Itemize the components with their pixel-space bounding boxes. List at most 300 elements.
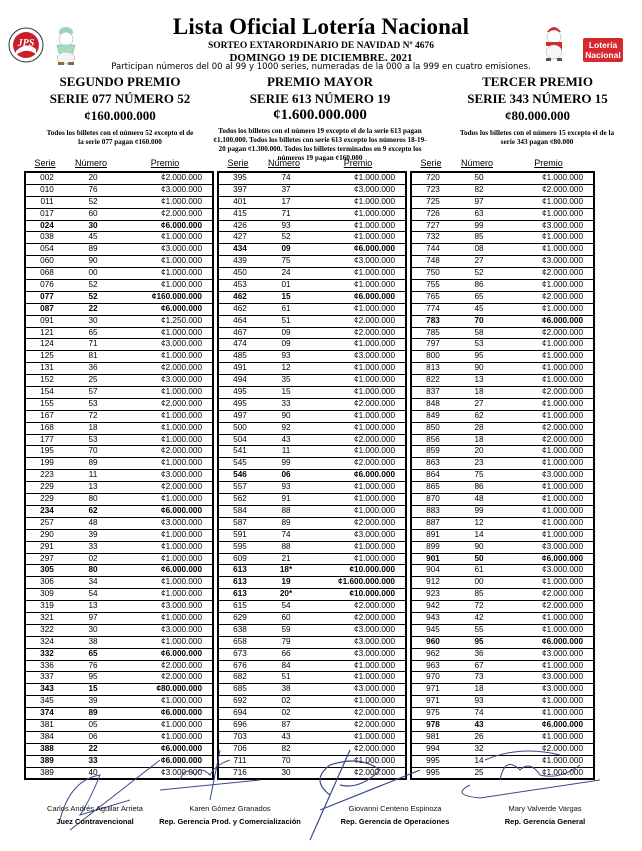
table-row	[412, 542, 593, 554]
header-numero: Número	[74, 158, 107, 168]
numero-cell: 70	[88, 446, 98, 456]
signer-name: Giovanni Centeno Espinoza	[348, 804, 442, 813]
table-row	[219, 565, 405, 577]
table-row	[26, 435, 212, 447]
serie-cell: 995	[426, 755, 440, 765]
numero-cell: 90	[474, 363, 484, 373]
serie-cell: 783	[426, 315, 440, 325]
table-row	[26, 661, 212, 673]
serie-cell: 848	[426, 398, 440, 408]
numero-cell: 52	[88, 196, 98, 206]
serie-cell: 091	[40, 315, 54, 325]
table-header	[217, 158, 407, 171]
numero-cell: 13	[88, 601, 98, 611]
premio-mayor-heading: PREMIO MAYOR	[266, 74, 374, 89]
numero-cell: 71	[281, 208, 291, 218]
numero-cell: 62	[88, 505, 98, 515]
serie-cell: 562	[233, 494, 247, 504]
signature-block-4	[480, 804, 610, 826]
table-row	[219, 351, 405, 363]
numero-cell: 15	[88, 684, 98, 694]
premio-cell: ¢1.000.000	[354, 672, 395, 682]
serie-cell: 068	[40, 268, 54, 278]
premio-cell: ¢2.000.000	[542, 589, 583, 599]
premio-cell: ¢2.000.000	[161, 446, 202, 456]
premio-cell: ¢1.000.000	[542, 208, 583, 218]
premio-cell: ¢1.000.000	[354, 173, 395, 182]
serie-cell: 727	[426, 220, 440, 230]
numero-cell: 93	[281, 482, 291, 492]
table-row	[219, 316, 405, 328]
numero-cell: 95	[88, 672, 98, 682]
premio-cell: ¢1.000.000	[542, 232, 583, 242]
premio-cell: ¢6.000.000	[542, 553, 583, 563]
numero-cell: 25	[88, 375, 98, 385]
table-header	[410, 158, 595, 171]
table-row	[219, 423, 405, 435]
numero-cell: 86	[474, 280, 484, 290]
premio-cell: ¢1.000.000	[542, 624, 583, 634]
signer-name: Karen Gómez Granados	[189, 804, 271, 813]
numero-cell: 90	[474, 541, 484, 551]
header-numero: Número	[460, 158, 493, 168]
table-header	[24, 158, 214, 171]
numero-cell: 81	[88, 351, 98, 361]
table-row	[219, 209, 405, 221]
premio-cell: ¢1.000.000	[542, 494, 583, 504]
serie-cell: 388	[40, 743, 54, 753]
numero-cell: 99	[474, 220, 484, 230]
serie-cell: 002	[40, 173, 54, 182]
numero-cell: 90	[281, 410, 291, 420]
serie-cell: 658	[233, 636, 247, 646]
serie-cell: 962	[426, 648, 440, 658]
premio-cell: ¢1.000.000	[161, 196, 202, 206]
serie-cell: 963	[426, 660, 440, 670]
serie-cell: 545	[233, 458, 247, 468]
numero-cell: 48	[474, 494, 484, 504]
serie-cell: 613	[233, 577, 247, 587]
numero-cell: 89	[88, 244, 98, 254]
numero-cell: 66	[281, 648, 291, 658]
header-serie: Serie	[420, 158, 442, 168]
premio-cell: ¢1.000.000	[542, 363, 583, 373]
signature-block-3	[320, 804, 470, 826]
numero-cell: 86	[474, 482, 484, 492]
premio-cell: ¢1.000.000	[161, 719, 202, 729]
numero-cell: 17	[281, 196, 291, 206]
table-row	[219, 446, 405, 458]
table-row	[26, 720, 212, 732]
numero-cell: 00	[474, 577, 484, 587]
premio-cell: ¢1.000.000	[354, 410, 395, 420]
numero-cell: 76	[88, 184, 98, 194]
premio-cell: ¢2.000.000	[354, 517, 395, 527]
numero-cell: 35	[281, 375, 291, 385]
premio-cell: ¢3.000.000	[354, 684, 395, 694]
table-row	[219, 554, 405, 566]
serie-cell: 975	[426, 708, 440, 718]
numero-cell: 75	[474, 470, 484, 480]
premio-mayor-serie: SERIE 613 NÚMERO 19	[249, 91, 391, 106]
serie-cell: 978	[426, 719, 440, 729]
premio-cell: ¢1.000.000	[161, 731, 202, 741]
table-row	[412, 351, 593, 363]
numero-cell: 15	[281, 387, 291, 397]
premio-cell: ¢2.000.000	[542, 184, 583, 194]
table-row	[26, 173, 212, 185]
numero-cell: 85	[474, 589, 484, 599]
numero-cell: 95	[474, 351, 484, 361]
table-row	[219, 661, 405, 673]
table-row	[26, 696, 212, 708]
premio-cell: ¢1.000.000	[161, 232, 202, 242]
serie-cell: 397	[233, 184, 247, 194]
serie-cell: 891	[426, 529, 440, 539]
table-row	[412, 221, 593, 233]
premio-cell: ¢3.000.000	[161, 601, 202, 611]
table-row	[412, 411, 593, 423]
premio-cell: ¢3.000.000	[161, 624, 202, 634]
serie-cell: 401	[233, 196, 247, 206]
numero-cell: 93	[281, 351, 291, 361]
logo-text-nacional: Nacional	[585, 50, 621, 60]
premio-cell: ¢1.000.000	[161, 612, 202, 622]
premio-cell: ¢3.000.000	[161, 470, 202, 480]
numero-cell: 92	[281, 422, 291, 432]
table-row	[219, 470, 405, 482]
table-row	[412, 613, 593, 625]
premio-cell: ¢1.000.000	[161, 636, 202, 646]
table-row	[412, 661, 593, 673]
serie-cell: 904	[426, 565, 440, 575]
table-row	[26, 589, 212, 601]
table-row	[412, 363, 593, 375]
serie-cell: 595	[233, 541, 247, 551]
table-row	[219, 173, 405, 185]
premio-cell: ¢1.000.000	[542, 482, 583, 492]
numero-cell: 89	[281, 517, 291, 527]
serie-cell: 673	[233, 648, 247, 658]
numero-cell: 38	[281, 684, 291, 694]
numero-cell: 27	[474, 398, 484, 408]
serie-cell: 464	[233, 315, 247, 325]
serie-cell: 723	[426, 184, 440, 194]
table-row	[26, 221, 212, 233]
premio-cell: ¢3.000.000	[161, 184, 202, 194]
serie-cell: 229	[40, 494, 54, 504]
numero-cell: 89	[88, 708, 98, 718]
premio-cell: ¢160.000.000	[151, 291, 202, 301]
table-body	[410, 171, 595, 780]
numero-cell: 32	[474, 743, 484, 753]
serie-cell: 923	[426, 589, 440, 599]
serie-cell: 584	[233, 505, 247, 515]
serie-cell: 711	[233, 755, 247, 765]
signer-name: Carlos Andrés Aguilar Arrieta	[47, 804, 143, 813]
numero-cell: 65	[88, 327, 98, 337]
premio-cell: ¢2.000.000	[542, 387, 583, 397]
table-row	[412, 232, 593, 244]
table-row	[219, 530, 405, 542]
serie-cell: 155	[40, 398, 54, 408]
premio-cell: ¢1.000.000	[161, 589, 202, 599]
premio-cell: ¢3.000.000	[542, 648, 583, 658]
segundo-premio-heading: SEGUNDO PREMIO	[59, 74, 181, 89]
serie-cell: 613	[233, 589, 247, 599]
numero-cell: 01	[281, 280, 291, 290]
serie-cell: 495	[233, 398, 247, 408]
serie-cell: 694	[233, 708, 247, 718]
table-row	[412, 197, 593, 209]
numero-cell: 30	[88, 624, 98, 634]
serie-cell: 859	[426, 446, 440, 456]
table-row	[412, 435, 593, 447]
table-row	[26, 268, 212, 280]
numero-cell: 74	[281, 173, 291, 182]
premio-cell: ¢1.000.000	[354, 553, 395, 563]
table-row	[412, 292, 593, 304]
table-row	[26, 613, 212, 625]
numero-cell: 43	[281, 434, 291, 444]
serie-cell: 450	[233, 268, 247, 278]
table-row	[26, 363, 212, 375]
numero-cell: 67	[474, 660, 484, 670]
premio-cell: ¢2.000.000	[354, 434, 395, 444]
table-row	[219, 221, 405, 233]
segundo-premio-amount: ¢160.000.000	[84, 108, 156, 123]
serie-cell: 971	[426, 696, 440, 706]
serie-cell: 309	[40, 589, 54, 599]
table-row	[26, 244, 212, 256]
premio-mayor-amount: ¢1.600.000.000	[273, 107, 367, 123]
numero-cell: 89	[88, 458, 98, 468]
premio-cell: ¢3.000.000	[542, 672, 583, 682]
serie-cell: 125	[40, 351, 54, 361]
table-row	[26, 232, 212, 244]
numero-cell: 02	[281, 696, 291, 706]
premio-cell: ¢1.000.000	[161, 268, 202, 278]
premio-cell: ¢1.000.000	[161, 529, 202, 539]
table-row	[219, 684, 405, 696]
table-row	[219, 292, 405, 304]
table-row	[412, 494, 593, 506]
table-row	[412, 328, 593, 340]
numero-cell: 20	[474, 446, 484, 456]
serie-cell: 345	[40, 696, 54, 706]
table-row	[412, 399, 593, 411]
table-row	[26, 185, 212, 197]
table-row	[219, 601, 405, 613]
numero-cell: 09	[281, 327, 291, 337]
numero-cell: 36	[474, 648, 484, 658]
table-row	[412, 708, 593, 720]
numero-cell: 14	[474, 755, 484, 765]
numero-cell: 20	[88, 173, 98, 182]
premio-cell: ¢6.000.000	[161, 505, 202, 515]
premio-cell: ¢1.000.000	[354, 755, 395, 765]
serie-cell: 870	[426, 494, 440, 504]
serie-cell: 453	[233, 280, 247, 290]
premio-cell: ¢1.000.000	[542, 708, 583, 718]
signer-role: Rep. Gerencia General	[504, 817, 586, 826]
numero-cell: 18*	[279, 565, 293, 575]
premio-cell: ¢3.000.000	[354, 624, 395, 634]
signer-role: Juez Contravencional	[56, 817, 134, 826]
numero-cell: 09	[281, 244, 291, 254]
premio-cell: ¢1.000.000	[542, 446, 583, 456]
numero-cell: 95	[474, 636, 484, 646]
premio-cell: ¢3.000.000	[542, 256, 583, 266]
serie-cell: 167	[40, 410, 54, 420]
numero-cell: 28	[474, 422, 484, 432]
premio-cell: ¢3.000.000	[354, 529, 395, 539]
table-row	[412, 601, 593, 613]
numero-cell: 37	[281, 184, 291, 194]
table-row	[219, 672, 405, 684]
premio-cell: ¢2.000.000	[354, 612, 395, 622]
premio-cell: ¢10.000.000	[349, 589, 395, 599]
serie-cell: 195	[40, 446, 54, 456]
premio-cell: ¢2.000.000	[354, 327, 395, 337]
serie-cell: 748	[426, 256, 440, 266]
table-row	[412, 304, 593, 316]
numero-cell: 87	[281, 719, 291, 729]
numero-cell: 54	[88, 589, 98, 599]
table-row	[26, 542, 212, 554]
signature-scribbles-icon	[0, 740, 642, 851]
numero-cell: 13	[474, 375, 484, 385]
serie-cell: 336	[40, 660, 54, 670]
serie-cell: 864	[426, 470, 440, 480]
numero-cell: 65	[474, 291, 484, 301]
premio-cell: ¢3.000.000	[354, 636, 395, 646]
numero-cell: 50	[474, 173, 484, 182]
table-row	[412, 446, 593, 458]
premio-cell: ¢1.000.000	[354, 731, 395, 741]
premio-cell: ¢1.000.000	[354, 196, 395, 206]
premio-cell: ¢1.000.000	[542, 398, 583, 408]
premio-cell: ¢1.000.000	[542, 660, 583, 670]
table-row	[412, 316, 593, 328]
numero-cell: 75	[281, 256, 291, 266]
table-row	[412, 244, 593, 256]
table-row	[26, 518, 212, 530]
table-row	[219, 720, 405, 732]
serie-cell: 168	[40, 422, 54, 432]
numero-cell: 80	[88, 565, 98, 575]
premio-cell: ¢2.000.000	[542, 327, 583, 337]
table-row	[412, 458, 593, 470]
serie-cell: 332	[40, 648, 54, 658]
serie-cell: 629	[233, 612, 247, 622]
numero-cell: 24	[281, 268, 291, 278]
numero-cell: 91	[281, 494, 291, 504]
table-row	[219, 458, 405, 470]
premio-cell: ¢1.000.000	[542, 339, 583, 349]
table-row	[26, 316, 212, 328]
serie-cell: 124	[40, 339, 54, 349]
table-row	[26, 197, 212, 209]
premio-cell: ¢3.000.000	[161, 339, 202, 349]
premio-cell: ¢3.000.000	[542, 470, 583, 480]
numero-cell: 62	[474, 410, 484, 420]
premio-cell: ¢3.000.000	[542, 541, 583, 551]
table-row	[26, 328, 212, 340]
participation-note: Participan números del 00 al 99 y 1000 series, numeradas de la 000 a la 999 en cuatro emisiones.	[111, 62, 531, 72]
premio-cell: ¢1.000.000	[161, 696, 202, 706]
premio-cell: ¢2.000.000	[354, 719, 395, 729]
premio-mayor-note: Todos los billetes con el número 19 excepto el de la serie 613 pagan ¢1.100.000. Todos los billetes con serie 613 excepto los números 18-19-20 pagan ¢1.300.000. Todos los billetes terminados en 9 excepto los números 19 pagan ¢160.000	[213, 127, 427, 162]
numero-cell: 97	[88, 612, 98, 622]
serie-cell: 223	[40, 470, 54, 480]
table-row	[412, 387, 593, 399]
serie-cell: 504	[233, 434, 247, 444]
table-row	[26, 256, 212, 268]
serie-cell: 087	[40, 303, 54, 313]
serie-cell: 755	[426, 280, 440, 290]
serie-cell: 970	[426, 672, 440, 682]
serie-cell: 912	[426, 577, 440, 587]
numero-cell: 76	[88, 660, 98, 670]
table-row	[26, 625, 212, 637]
serie-cell: 785	[426, 327, 440, 337]
premio-cell: ¢2.000.000	[354, 601, 395, 611]
serie-cell: 374	[40, 708, 54, 718]
serie-cell: 685	[233, 684, 247, 694]
serie-cell: 381	[40, 719, 54, 729]
serie-cell: 850	[426, 422, 440, 432]
signature-block-2	[130, 804, 330, 826]
table-body	[24, 171, 214, 780]
numero-cell: 72	[88, 410, 98, 420]
serie-cell: 011	[40, 196, 54, 206]
table-row	[412, 672, 593, 684]
numero-cell: 61	[281, 303, 291, 313]
table-row	[412, 375, 593, 387]
premio-cell: ¢6.000.000	[161, 755, 202, 765]
numero-cell: 60	[88, 208, 98, 218]
premio-cell: ¢1.000.000	[354, 494, 395, 504]
table-row	[26, 446, 212, 458]
premio-cell: ¢2.000.000	[161, 660, 202, 670]
serie-cell: 485	[233, 351, 247, 361]
serie-cell: 494	[233, 375, 247, 385]
serie-cell: 676	[233, 660, 247, 670]
table-row	[412, 518, 593, 530]
premio-cell: ¢1.000.000	[161, 327, 202, 337]
premio-cell: ¢1.000.000	[542, 731, 583, 741]
premio-cell: ¢3.000.000	[354, 256, 395, 266]
premio-cell: ¢1.000.000	[542, 458, 583, 468]
table-row	[26, 470, 212, 482]
table-row	[219, 232, 405, 244]
header-serie: Serie	[34, 158, 56, 168]
numero-cell: 50	[474, 553, 484, 563]
numero-cell: 57	[88, 387, 98, 397]
table-row	[219, 280, 405, 292]
serie-cell: 131	[40, 363, 54, 373]
premio-mayor-block	[200, 74, 440, 163]
premio-cell: ¢2.000.000	[354, 708, 395, 718]
premio-cell: ¢6.000.000	[161, 743, 202, 753]
numero-cell: 00	[88, 268, 98, 278]
serie-cell: 696	[233, 719, 247, 729]
serie-cell: 706	[233, 743, 247, 753]
premio-cell: ¢1.000.000	[354, 505, 395, 515]
serie-cell: 557	[233, 482, 247, 492]
serie-cell: 750	[426, 268, 440, 278]
